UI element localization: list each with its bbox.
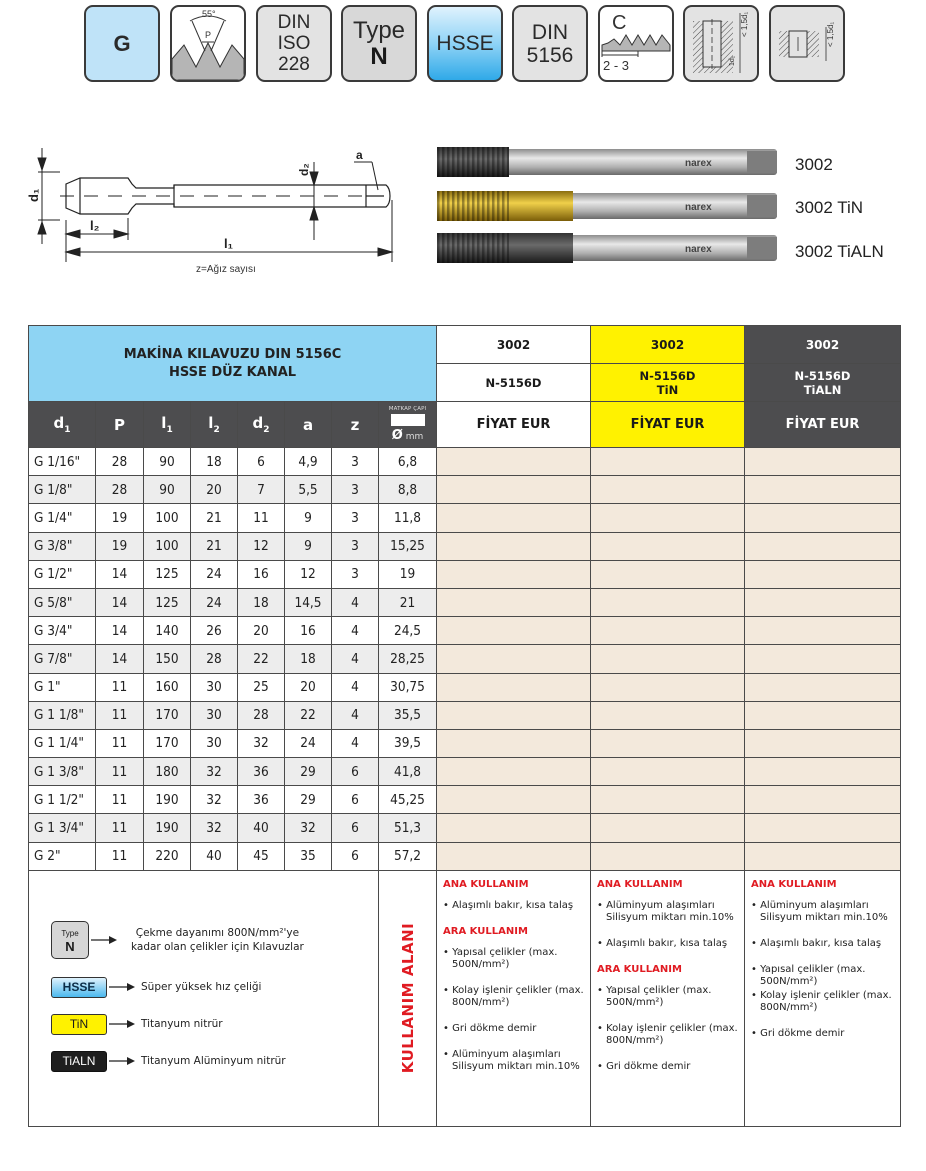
cell-z: 3: [332, 532, 379, 560]
cell-p: 28: [96, 448, 144, 476]
price-cell-3002-tin: [591, 729, 745, 757]
hsse-legend-badge: HSSE: [51, 977, 107, 998]
d1-label: d₁: [26, 188, 41, 202]
cell-l1: 150: [144, 645, 191, 673]
cell-l1: 125: [144, 588, 191, 616]
price-cell-3002: [437, 504, 591, 532]
cell-drill: 15,25: [379, 532, 437, 560]
table-title: [29, 326, 437, 402]
variant-code-3002: 3002: [437, 326, 591, 364]
cell-p: 11: [96, 814, 144, 842]
price-cell-3002-tin: [591, 758, 745, 786]
table-row: [29, 842, 901, 870]
cell-drill: 11,8: [379, 504, 437, 532]
cell-drill: 30,75: [379, 673, 437, 701]
cell-drill: 24,5: [379, 617, 437, 645]
legend-item-type-n: [51, 921, 304, 959]
cell-a: 9: [285, 532, 332, 560]
thread-type-label: G: [113, 30, 131, 56]
price-cell-3002-tin: [591, 786, 745, 814]
price-cell-3002-tialn: [745, 673, 901, 701]
cell-drill: 51,3: [379, 814, 437, 842]
chamfer-threads-label: 2 - 3: [603, 58, 630, 73]
cell-drill: 19: [379, 560, 437, 588]
table-row: [29, 729, 901, 757]
cell-l1: 125: [144, 560, 191, 588]
cell-size: G 1 1/4": [29, 729, 96, 757]
price-cell-3002-tin: [591, 588, 745, 616]
price-cell-3002-tialn: [745, 476, 901, 504]
cell-l1: 170: [144, 729, 191, 757]
cell-l1: 90: [144, 476, 191, 504]
price-cell-3002-tin: [591, 476, 745, 504]
brand-mark: narex: [685, 202, 712, 213]
cell-a: 24: [285, 729, 332, 757]
cell-p: 19: [96, 532, 144, 560]
col-header-d2: $d_2$: [238, 402, 285, 448]
drill-unit: Ø mm: [391, 428, 424, 443]
cell-size: G 7/8": [29, 645, 96, 673]
cell-d2: 16: [238, 560, 285, 588]
cell-size: G 5/8": [29, 588, 96, 616]
usage-item: • Kolay işlenir çelikler (max. 800N/mm²): [751, 990, 894, 1014]
cell-z: 3: [332, 560, 379, 588]
type-n-legend-badge: Type N: [51, 921, 89, 959]
price-cell-3002: [437, 758, 591, 786]
table-row: [29, 701, 901, 729]
cell-l1: 190: [144, 814, 191, 842]
price-cell-3002-tialn: [745, 504, 901, 532]
price-cell-3002-tialn: [745, 814, 901, 842]
col-header-a: a: [285, 402, 332, 448]
table-row: [29, 758, 901, 786]
blind-hole-badge: [683, 5, 759, 82]
cell-l2: 32: [191, 786, 238, 814]
usage-heading: ANA KULLANIM: [443, 878, 529, 890]
cell-a: 32: [285, 814, 332, 842]
thread-profile-badge: [170, 5, 246, 82]
cell-l2: 21: [191, 504, 238, 532]
price-cell-3002-tialn: [745, 786, 901, 814]
price-cell-3002: [437, 448, 591, 476]
product-image-3002-tin: [437, 191, 777, 221]
cell-l2: 40: [191, 842, 238, 870]
cell-d2: 11: [238, 504, 285, 532]
iso-line-2: ISO: [277, 33, 311, 54]
cell-drill: 57,2: [379, 842, 437, 870]
din-line-1: DIN: [531, 20, 569, 44]
price-cell-3002-tialn: [745, 588, 901, 616]
usage-item: • Alaşımlı bakır, kısa talaş: [443, 900, 584, 912]
variant-sub-3002-tin: [591, 364, 745, 402]
variant-sub-line: N-5156D: [485, 375, 542, 390]
cell-a: 18: [285, 645, 332, 673]
cell-z: 6: [332, 814, 379, 842]
drill-label: MATKAP ÇAPI: [388, 406, 427, 412]
cell-z: 3: [332, 504, 379, 532]
blind-hole-icon: [685, 7, 757, 80]
variant-code-3002-tialn: 3002: [745, 326, 901, 364]
cell-d2: 32: [238, 729, 285, 757]
table-row: [29, 588, 901, 616]
usage-item: • Alüminyum alaşımları Silisyum miktarı min.10%: [443, 1049, 584, 1073]
product-label-3002-tin: 3002 TiN: [795, 198, 864, 217]
price-cell-3002-tin: [591, 448, 745, 476]
cell-l1: 90: [144, 448, 191, 476]
price-header-3002-tialn: FİYAT EUR: [745, 402, 901, 448]
legend: [29, 870, 379, 1126]
cell-l2: 32: [191, 758, 238, 786]
cell-d2: 6: [238, 448, 285, 476]
cell-d2: 18: [238, 588, 285, 616]
cell-z: 4: [332, 729, 379, 757]
cell-a: 12: [285, 560, 332, 588]
price-cell-3002-tialn: [745, 701, 901, 729]
type-value: N: [370, 42, 388, 70]
cell-a: 14,5: [285, 588, 332, 616]
din-iso-228-badge: [256, 5, 332, 82]
price-header-3002: FİYAT EUR: [437, 402, 591, 448]
price-cell-3002: [437, 476, 591, 504]
d2-label: d₂: [297, 163, 311, 176]
table-title-line-2: HSSE DÜZ KANAL: [168, 364, 297, 380]
hsse-badge: [427, 5, 503, 82]
variant-sub-line: TiN: [656, 382, 679, 397]
chamfer-icon: [600, 7, 672, 80]
price-cell-3002-tialn: [745, 448, 901, 476]
cell-d2: 20: [238, 617, 285, 645]
cell-drill: 45,25: [379, 786, 437, 814]
cell-p: 11: [96, 842, 144, 870]
table-row: [29, 673, 901, 701]
usage-item: • Yapısal çelikler (max. 500N/mm²): [597, 985, 738, 1009]
price-cell-3002-tialn: [745, 645, 901, 673]
usage-item: • Kolay işlenir çelikler (max. 800N/mm²): [597, 1023, 738, 1047]
cell-size: G 1/2": [29, 560, 96, 588]
cell-drill: 35,5: [379, 701, 437, 729]
tin-legend-badge: TiN: [51, 1014, 107, 1035]
arrow-right-icon: [109, 1056, 135, 1066]
cell-l1: 100: [144, 532, 191, 560]
variant-sub-line: TiALN: [803, 382, 842, 397]
legend-item-hsse: [51, 977, 261, 998]
tap-spec-table: [28, 325, 901, 1127]
price-cell-3002: [437, 786, 591, 814]
price-cell-3002-tin: [591, 504, 745, 532]
cell-d2: 7: [238, 476, 285, 504]
chamfer-form-badge: [598, 5, 674, 82]
cell-drill: 39,5: [379, 729, 437, 757]
cell-p: 28: [96, 476, 144, 504]
din-line-2: 5156: [526, 43, 574, 67]
price-cell-3002-tin: [591, 701, 745, 729]
tialn-legend-badge: TiALN: [51, 1051, 107, 1072]
cell-p: 14: [96, 560, 144, 588]
legend-item-tin: [51, 1014, 223, 1035]
brand-mark: narex: [685, 158, 712, 169]
cell-l2: 21: [191, 532, 238, 560]
product-label-3002-tialn: 3002 TiALN: [795, 242, 884, 261]
usage-heading: ANA KULLANIM: [597, 878, 683, 890]
drawing-caption: z=Ağız sayısı: [196, 264, 256, 275]
price-cell-3002-tialn: [745, 729, 901, 757]
price-cell-3002: [437, 588, 591, 616]
usage-item: • Gri dökme demir: [597, 1061, 738, 1073]
table-row: [29, 645, 901, 673]
material-label: HSSE: [436, 31, 494, 55]
cell-p: 11: [96, 673, 144, 701]
cell-l2: 30: [191, 729, 238, 757]
cell-d2: 36: [238, 758, 285, 786]
variant-sub-3002-tialn: [745, 364, 901, 402]
cell-l2: 18: [191, 448, 238, 476]
cell-l1: 190: [144, 786, 191, 814]
col-header-p: P: [96, 402, 144, 448]
cell-drill: 6,8: [379, 448, 437, 476]
cell-l1: 140: [144, 617, 191, 645]
cell-l2: 26: [191, 617, 238, 645]
cell-l2: 24: [191, 560, 238, 588]
cell-a: 29: [285, 786, 332, 814]
usage-item: • Alüminyum alaşımları Silisyum miktarı min.10%: [751, 900, 894, 924]
thread-angle-label: 55°: [202, 9, 216, 19]
cell-d2: 40: [238, 814, 285, 842]
thread-profile-icon: [172, 7, 244, 80]
price-cell-3002: [437, 842, 591, 870]
cell-z: 4: [332, 617, 379, 645]
usage-area-label-cell: [379, 870, 437, 1126]
table-row: [29, 786, 901, 814]
usage-item: • Alaşımlı bakır, kısa talaş: [751, 938, 894, 950]
table-row: [29, 504, 901, 532]
cell-d2: 28: [238, 701, 285, 729]
cell-l1: 220: [144, 842, 191, 870]
arrow-right-icon: [109, 1019, 135, 1029]
cell-l2: 30: [191, 701, 238, 729]
arrow-right-icon: [109, 982, 135, 992]
price-cell-3002-tialn: [745, 758, 901, 786]
usage-item: • Alaşımlı bakır, kısa talaş: [597, 938, 738, 950]
price-cell-3002: [437, 673, 591, 701]
cell-p: 11: [96, 786, 144, 814]
price-cell-3002: [437, 701, 591, 729]
cell-z: 6: [332, 758, 379, 786]
cell-p: 11: [96, 729, 144, 757]
cell-p: 14: [96, 645, 144, 673]
price-cell-3002: [437, 814, 591, 842]
price-cell-3002: [437, 729, 591, 757]
usage-3002-tin: [591, 870, 745, 1126]
cell-l2: 30: [191, 673, 238, 701]
a-label: a: [356, 148, 363, 162]
arrow-right-icon: [91, 935, 117, 945]
usage-3002: [437, 870, 591, 1126]
blind-hole-depth-label: < 1,5d₁: [740, 11, 749, 37]
price-cell-3002-tin: [591, 560, 745, 588]
cell-a: 5,5: [285, 476, 332, 504]
cell-l2: 28: [191, 645, 238, 673]
cell-z: 4: [332, 645, 379, 673]
cell-d2: 22: [238, 645, 285, 673]
product-image-3002: [437, 147, 777, 177]
cell-l1: 100: [144, 504, 191, 532]
price-cell-3002: [437, 645, 591, 673]
usage-heading: ARA KULLANIM: [597, 963, 682, 975]
price-cell-3002: [437, 532, 591, 560]
cell-size: G 1/8": [29, 476, 96, 504]
cell-a: 4,9: [285, 448, 332, 476]
cell-size: G 1 1/8": [29, 701, 96, 729]
col-header-l2: $l_2$: [191, 402, 238, 448]
through-hole-badge: [769, 5, 845, 82]
cell-size: G 2": [29, 842, 96, 870]
usage-item: • Gri dökme demir: [751, 1028, 894, 1040]
through-hole-icon: [771, 7, 843, 80]
price-cell-3002: [437, 617, 591, 645]
legend-text: Titanyum nitrür: [141, 1018, 223, 1031]
cell-l1: 170: [144, 701, 191, 729]
price-cell-3002-tin: [591, 645, 745, 673]
thread-type-badge: [84, 5, 160, 82]
usage-heading: ANA KULLANIM: [751, 878, 837, 890]
cell-l2: 20: [191, 476, 238, 504]
cell-size: G 3/8": [29, 532, 96, 560]
brand-mark: narex: [685, 244, 712, 255]
usage-item: • Alüminyum alaşımları Silisyum miktarı min.10%: [597, 900, 738, 924]
cell-l1: 160: [144, 673, 191, 701]
iso-line-3: 228: [278, 54, 310, 75]
cell-z: 6: [332, 786, 379, 814]
price-cell-3002-tialn: [745, 842, 901, 870]
din-5156-badge: [512, 5, 588, 82]
variant-sub-line: N-5156D: [794, 368, 851, 383]
usage-item: • Kolay işlenir çelikler (max. 800N/mm²): [443, 985, 584, 1009]
cell-size: G 1 3/8": [29, 758, 96, 786]
cell-z: 4: [332, 588, 379, 616]
cell-z: 4: [332, 701, 379, 729]
through-hole-depth-label: < 1,5d₁: [826, 21, 835, 47]
diameter-icon: Ø: [391, 428, 403, 443]
table-row: [29, 814, 901, 842]
cell-a: 9: [285, 504, 332, 532]
pitch-label: P: [205, 30, 212, 40]
legend-text: Çekme dayanımı 800N/mm²'ye kadar olan çelikler için Kılavuzlar: [131, 926, 304, 953]
blind-hole-min-label: 1d₁: [729, 55, 736, 66]
cell-a: 29: [285, 758, 332, 786]
cell-size: G 1/16": [29, 448, 96, 476]
l1-label: l₁: [224, 236, 233, 251]
l2-label: l₂: [90, 218, 100, 233]
price-cell-3002-tin: [591, 814, 745, 842]
price-cell-3002-tin: [591, 617, 745, 645]
col-header-z: z: [332, 402, 379, 448]
usage-3002-tialn: [745, 870, 901, 1126]
price-cell-3002-tialn: [745, 560, 901, 588]
cell-size: G 3/4": [29, 617, 96, 645]
cell-a: 35: [285, 842, 332, 870]
cell-z: 3: [332, 448, 379, 476]
cell-z: 3: [332, 476, 379, 504]
price-cell-3002-tin: [591, 673, 745, 701]
cell-drill: 8,8: [379, 476, 437, 504]
table-row: [29, 476, 901, 504]
chamfer-form-label: C: [612, 12, 627, 34]
price-cell-3002-tin: [591, 842, 745, 870]
cell-p: 11: [96, 758, 144, 786]
col-header-l1: $l_1$: [144, 402, 191, 448]
legend-text: Titanyum Alüminyum nitrür: [141, 1055, 286, 1068]
table-row: [29, 448, 901, 476]
usage-item: • Yapısal çelikler (max. 500N/mm²): [751, 964, 894, 988]
type-label: Type: [352, 16, 406, 44]
variant-sub-line: N-5156D: [639, 368, 696, 383]
table-row: [29, 532, 901, 560]
cell-l2: 32: [191, 814, 238, 842]
cell-p: 14: [96, 588, 144, 616]
cell-a: 16: [285, 617, 332, 645]
cell-a: 20: [285, 673, 332, 701]
price-cell-3002-tialn: [745, 532, 901, 560]
cell-d2: 12: [238, 532, 285, 560]
tap-technical-drawing: [24, 140, 404, 280]
cell-d2: 36: [238, 786, 285, 814]
col-header-d1: $d_1$: [29, 402, 96, 448]
table-row: [29, 617, 901, 645]
cell-z: 4: [332, 673, 379, 701]
table-title-line-1: MAKİNA KILAVUZU DIN 5156C: [123, 346, 342, 362]
cell-drill: 28,25: [379, 645, 437, 673]
price-cell-3002: [437, 560, 591, 588]
variant-sub-3002: [437, 364, 591, 402]
variant-code-3002-tin: 3002: [591, 326, 745, 364]
table-body: [29, 448, 901, 871]
cell-a: 22: [285, 701, 332, 729]
usage-item: • Gri dökme demir: [443, 1023, 584, 1035]
cell-size: G 1/4": [29, 504, 96, 532]
cell-l1: 180: [144, 758, 191, 786]
usage-heading: ARA KULLANIM: [443, 925, 528, 937]
cell-l2: 24: [191, 588, 238, 616]
legend-text: Süper yüksek hız çeliği: [141, 981, 262, 994]
usage-item: • Yapısal çelikler (max. 500N/mm²): [443, 947, 584, 971]
cell-drill: 41,8: [379, 758, 437, 786]
usage-area-label: KULLANIM ALANI: [398, 923, 417, 1074]
cell-p: 11: [96, 701, 144, 729]
legend-item-tialn: [51, 1051, 286, 1072]
cell-d2: 25: [238, 673, 285, 701]
price-cell-3002-tin: [591, 532, 745, 560]
cell-z: 6: [332, 842, 379, 870]
drill-icon: [391, 414, 425, 426]
col-header-drill-diameter: [379, 402, 437, 448]
product-image-3002-tialn: [437, 233, 777, 263]
cell-size: G 1 1/2": [29, 786, 96, 814]
cell-size: G 1": [29, 673, 96, 701]
price-cell-3002-tialn: [745, 617, 901, 645]
cell-p: 19: [96, 504, 144, 532]
cell-drill: 21: [379, 588, 437, 616]
cell-d2: 45: [238, 842, 285, 870]
price-header-3002-tin: FİYAT EUR: [591, 402, 745, 448]
iso-line-1: DIN: [277, 12, 311, 33]
type-n-badge: [341, 5, 417, 82]
table-row: [29, 560, 901, 588]
cell-size: G 1 3/4": [29, 814, 96, 842]
cell-p: 14: [96, 617, 144, 645]
product-label-3002: 3002: [795, 155, 833, 174]
